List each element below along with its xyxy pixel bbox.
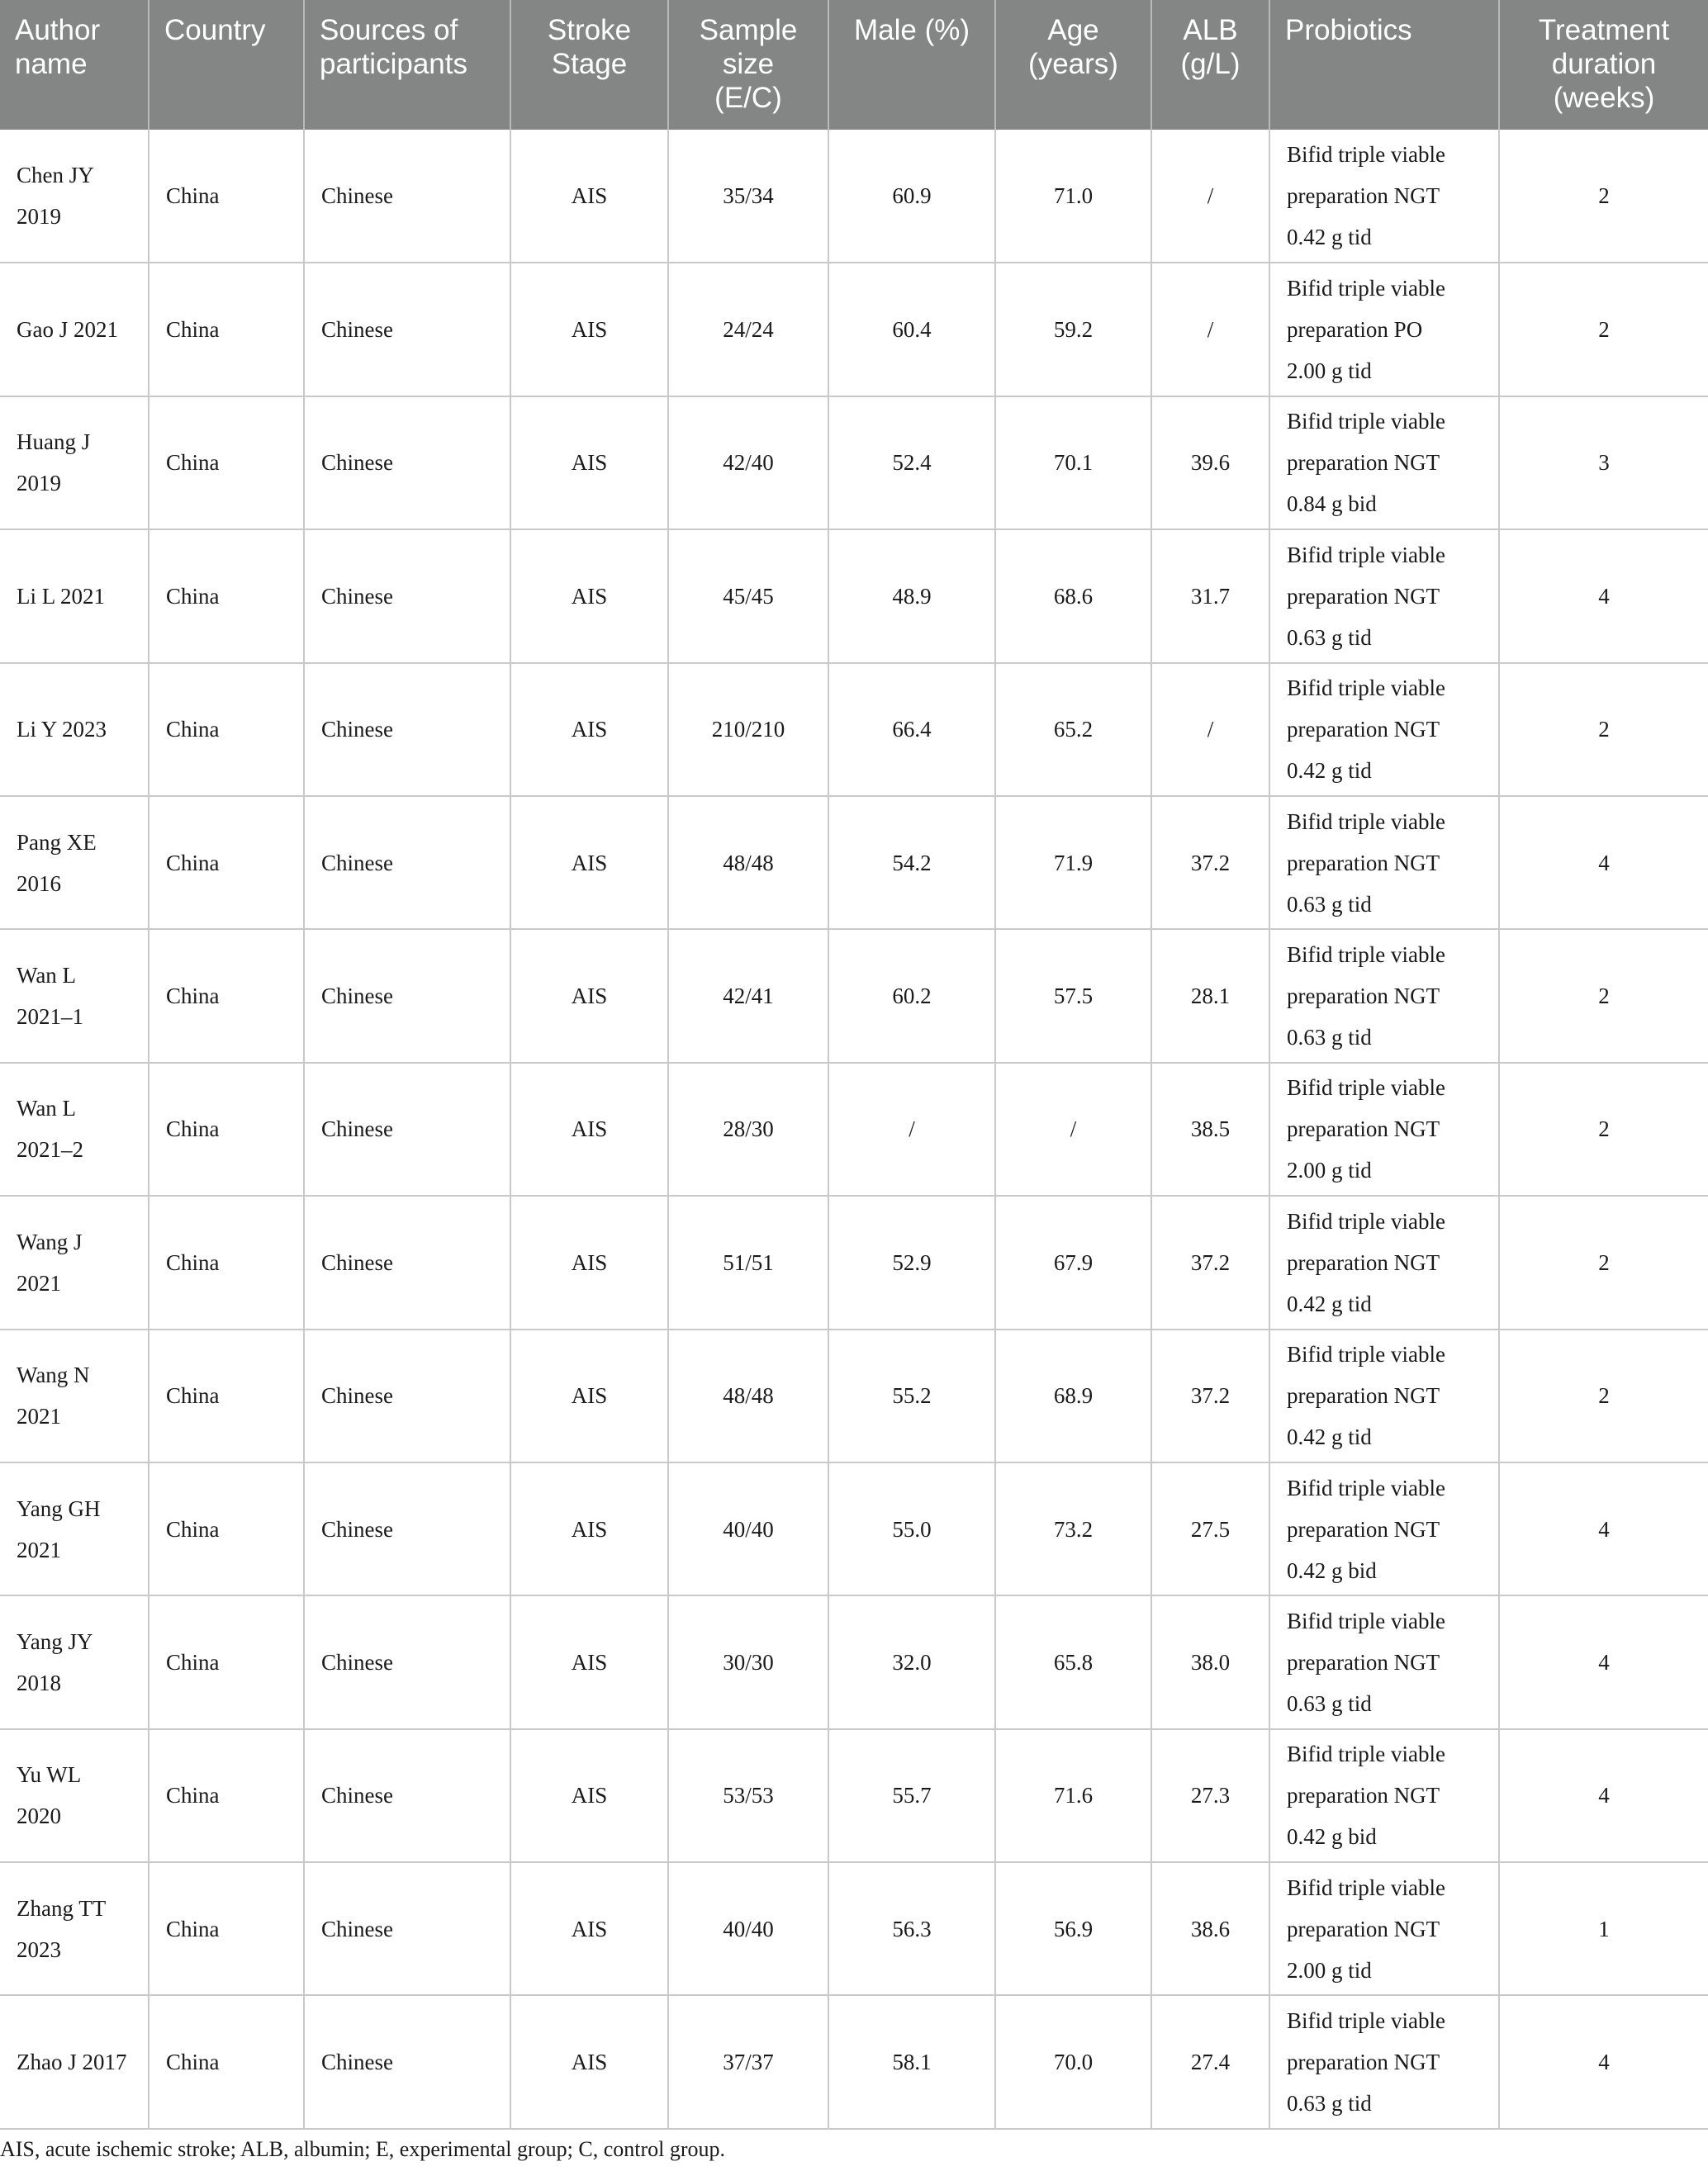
table-row bbox=[0, 1862, 1708, 1995]
probiotics-cell: Bifid triple viable preparation NGT 0.63 g tid bbox=[1269, 1995, 1499, 2128]
sample-size-cell: 48/48 bbox=[668, 1330, 828, 1462]
header-sources-of-participants: Sources of participants bbox=[304, 0, 510, 130]
country-cell: China bbox=[149, 796, 304, 929]
alb-cell: / bbox=[1151, 263, 1269, 396]
male-percent-cell: 56.3 bbox=[828, 1862, 995, 1995]
age-cell: / bbox=[995, 1063, 1151, 1196]
stroke-stage-cell: AIS bbox=[510, 1995, 668, 2128]
age-cell: 68.9 bbox=[995, 1330, 1151, 1462]
author-name-cell: Wan L 2021–1 bbox=[0, 929, 149, 1062]
age-cell: 65.2 bbox=[995, 663, 1151, 796]
author-name-cell: Wan L 2021–2 bbox=[0, 1063, 149, 1196]
sample-size-cell: 51/51 bbox=[668, 1196, 828, 1329]
stroke-stage-cell: AIS bbox=[510, 1063, 668, 1196]
male-percent-cell: 52.9 bbox=[828, 1196, 995, 1329]
sources-cell: Chinese bbox=[304, 796, 510, 929]
table-row bbox=[0, 796, 1708, 929]
sample-size-cell: 40/40 bbox=[668, 1862, 828, 1995]
duration-cell: 4 bbox=[1499, 1729, 1708, 1862]
age-cell: 59.2 bbox=[995, 263, 1151, 396]
author-name-cell: Gao J 2021 bbox=[0, 263, 149, 396]
duration-cell: 4 bbox=[1499, 1595, 1708, 1728]
table-row bbox=[0, 1330, 1708, 1462]
probiotics-cell: Bifid triple viable preparation NGT 0.63 g tid bbox=[1269, 929, 1499, 1062]
probiotics-cell: Bifid triple viable preparation NGT 0.42 g bid bbox=[1269, 1462, 1499, 1595]
header-sample-size: Sample size (E/C) bbox=[668, 0, 828, 130]
header-treatment-duration: Treatment duration (weeks) bbox=[1499, 0, 1708, 130]
age-cell: 70.0 bbox=[995, 1995, 1151, 2128]
probiotics-cell: Bifid triple viable preparation NGT 2.00 g tid bbox=[1269, 1063, 1499, 1196]
duration-cell: 2 bbox=[1499, 1063, 1708, 1196]
stroke-stage-cell: AIS bbox=[510, 1196, 668, 1329]
sample-size-cell: 42/41 bbox=[668, 929, 828, 1062]
sample-size-cell: 45/45 bbox=[668, 529, 828, 662]
probiotics-cell: Bifid triple viable preparation PO 2.00 g tid bbox=[1269, 263, 1499, 396]
country-cell: China bbox=[149, 663, 304, 796]
alb-cell: 38.5 bbox=[1151, 1063, 1269, 1196]
table-row bbox=[0, 1595, 1708, 1728]
country-cell: China bbox=[149, 130, 304, 263]
country-cell: China bbox=[149, 1729, 304, 1862]
sample-size-cell: 210/210 bbox=[668, 663, 828, 796]
stroke-stage-cell: AIS bbox=[510, 529, 668, 662]
sources-cell: Chinese bbox=[304, 1729, 510, 1862]
country-cell: China bbox=[149, 1862, 304, 1995]
age-cell: 67.9 bbox=[995, 1196, 1151, 1329]
table-body bbox=[0, 130, 1708, 2129]
alb-cell: / bbox=[1151, 663, 1269, 796]
sources-cell: Chinese bbox=[304, 929, 510, 1062]
duration-cell: 4 bbox=[1499, 796, 1708, 929]
probiotics-cell: Bifid triple viable preparation NGT 0.63 g tid bbox=[1269, 796, 1499, 929]
age-cell: 71.6 bbox=[995, 1729, 1151, 1862]
header-probiotics: Probiotics bbox=[1269, 0, 1499, 130]
probiotics-cell: Bifid triple viable preparation NGT 0.42 g tid bbox=[1269, 130, 1499, 263]
header-male-percent: Male (%) bbox=[828, 0, 995, 130]
sources-cell: Chinese bbox=[304, 529, 510, 662]
alb-cell: 37.2 bbox=[1151, 1196, 1269, 1329]
sources-cell: Chinese bbox=[304, 1462, 510, 1595]
sources-cell: Chinese bbox=[304, 130, 510, 263]
author-name-cell: Zhao J 2017 bbox=[0, 1995, 149, 2128]
stroke-stage-cell: AIS bbox=[510, 1462, 668, 1595]
stroke-stage-cell: AIS bbox=[510, 1595, 668, 1728]
table-row bbox=[0, 1196, 1708, 1329]
stroke-stage-cell: AIS bbox=[510, 130, 668, 263]
male-percent-cell: / bbox=[828, 1063, 995, 1196]
probiotics-cell: Bifid triple viable preparation NGT 0.42 g tid bbox=[1269, 1330, 1499, 1462]
header-author-name: Author name bbox=[0, 0, 149, 130]
sources-cell: Chinese bbox=[304, 396, 510, 529]
author-name-cell: Wang N 2021 bbox=[0, 1330, 149, 1462]
table-row bbox=[0, 263, 1708, 396]
stroke-stage-cell: AIS bbox=[510, 929, 668, 1062]
male-percent-cell: 52.4 bbox=[828, 396, 995, 529]
alb-cell: 27.5 bbox=[1151, 1462, 1269, 1595]
table-row bbox=[0, 396, 1708, 529]
header-alb: ALB (g/L) bbox=[1151, 0, 1269, 130]
age-cell: 71.9 bbox=[995, 796, 1151, 929]
sources-cell: Chinese bbox=[304, 1196, 510, 1329]
header-country: Country bbox=[149, 0, 304, 130]
alb-cell: 38.0 bbox=[1151, 1595, 1269, 1728]
stroke-stage-cell: AIS bbox=[510, 1862, 668, 1995]
duration-cell: 2 bbox=[1499, 1330, 1708, 1462]
alb-cell: 28.1 bbox=[1151, 929, 1269, 1062]
sample-size-cell: 28/30 bbox=[668, 1063, 828, 1196]
stroke-stage-cell: AIS bbox=[510, 1729, 668, 1862]
country-cell: China bbox=[149, 929, 304, 1062]
duration-cell: 4 bbox=[1499, 529, 1708, 662]
table-row bbox=[0, 1729, 1708, 1862]
sources-cell: Chinese bbox=[304, 1330, 510, 1462]
sources-cell: Chinese bbox=[304, 263, 510, 396]
country-cell: China bbox=[149, 1330, 304, 1462]
alb-cell: 27.3 bbox=[1151, 1729, 1269, 1862]
sample-size-cell: 37/37 bbox=[668, 1995, 828, 2128]
male-percent-cell: 60.9 bbox=[828, 130, 995, 263]
alb-cell: 37.2 bbox=[1151, 796, 1269, 929]
sample-size-cell: 48/48 bbox=[668, 796, 828, 929]
author-name-cell: Yang JY 2018 bbox=[0, 1595, 149, 1728]
author-name-cell: Wang J 2021 bbox=[0, 1196, 149, 1329]
sample-size-cell: 40/40 bbox=[668, 1462, 828, 1595]
probiotics-cell: Bifid triple viable preparation NGT 0.63 g tid bbox=[1269, 1595, 1499, 1728]
age-cell: 68.6 bbox=[995, 529, 1151, 662]
author-name-cell: Pang XE 2016 bbox=[0, 796, 149, 929]
table-row bbox=[0, 130, 1708, 263]
age-cell: 56.9 bbox=[995, 1862, 1151, 1995]
author-name-cell: Zhang TT 2023 bbox=[0, 1862, 149, 1995]
sample-size-cell: 53/53 bbox=[668, 1729, 828, 1862]
table-row bbox=[0, 663, 1708, 796]
age-cell: 71.0 bbox=[995, 130, 1151, 263]
male-percent-cell: 66.4 bbox=[828, 663, 995, 796]
age-cell: 65.8 bbox=[995, 1595, 1151, 1728]
duration-cell: 2 bbox=[1499, 1196, 1708, 1329]
country-cell: China bbox=[149, 1595, 304, 1728]
age-cell: 73.2 bbox=[995, 1462, 1151, 1595]
sample-size-cell: 35/34 bbox=[668, 130, 828, 263]
sources-cell: Chinese bbox=[304, 1995, 510, 2128]
author-name-cell: Huang J 2019 bbox=[0, 396, 149, 529]
stroke-stage-cell: AIS bbox=[510, 1330, 668, 1462]
probiotics-cell: Bifid triple viable preparation NGT 2.00 g tid bbox=[1269, 1862, 1499, 1995]
alb-cell: 39.6 bbox=[1151, 396, 1269, 529]
male-percent-cell: 60.2 bbox=[828, 929, 995, 1062]
author-name-cell: Yu WL 2020 bbox=[0, 1729, 149, 1862]
header-row bbox=[0, 0, 1708, 130]
male-percent-cell: 32.0 bbox=[828, 1595, 995, 1728]
header-stroke-stage: Stroke Stage bbox=[510, 0, 668, 130]
table-row bbox=[0, 1462, 1708, 1595]
country-cell: China bbox=[149, 1196, 304, 1329]
duration-cell: 4 bbox=[1499, 1462, 1708, 1595]
author-name-cell: Yang GH 2021 bbox=[0, 1462, 149, 1595]
sources-cell: Chinese bbox=[304, 1862, 510, 1995]
alb-cell: 37.2 bbox=[1151, 1330, 1269, 1462]
age-cell: 57.5 bbox=[995, 929, 1151, 1062]
sources-cell: Chinese bbox=[304, 1595, 510, 1728]
stroke-stage-cell: AIS bbox=[510, 263, 668, 396]
table-footnote: AIS, acute ischemic stroke; ALB, albumin; E, experimental group; C, control group. bbox=[0, 2137, 726, 2161]
duration-cell: 2 bbox=[1499, 263, 1708, 396]
probiotics-cell: Bifid triple viable preparation NGT 0.42 g tid bbox=[1269, 663, 1499, 796]
duration-cell: 2 bbox=[1499, 663, 1708, 796]
duration-cell: 3 bbox=[1499, 396, 1708, 529]
alb-cell: 38.6 bbox=[1151, 1862, 1269, 1995]
stroke-stage-cell: AIS bbox=[510, 796, 668, 929]
stroke-stage-cell: AIS bbox=[510, 663, 668, 796]
alb-cell: 27.4 bbox=[1151, 1995, 1269, 2128]
table-row bbox=[0, 1995, 1708, 2128]
male-percent-cell: 55.7 bbox=[828, 1729, 995, 1862]
table-row bbox=[0, 529, 1708, 662]
alb-cell: / bbox=[1151, 130, 1269, 263]
author-name-cell: Li Y 2023 bbox=[0, 663, 149, 796]
probiotics-cell: Bifid triple viable preparation NGT 0.42 g bid bbox=[1269, 1729, 1499, 1862]
alb-cell: 31.7 bbox=[1151, 529, 1269, 662]
country-cell: China bbox=[149, 1462, 304, 1595]
author-name-cell: Li L 2021 bbox=[0, 529, 149, 662]
country-cell: China bbox=[149, 1995, 304, 2128]
duration-cell: 2 bbox=[1499, 130, 1708, 263]
country-cell: China bbox=[149, 396, 304, 529]
duration-cell: 2 bbox=[1499, 929, 1708, 1062]
table-row bbox=[0, 1063, 1708, 1196]
male-percent-cell: 48.9 bbox=[828, 529, 995, 662]
sample-size-cell: 30/30 bbox=[668, 1595, 828, 1728]
author-name-cell: Chen JY 2019 bbox=[0, 130, 149, 263]
stroke-stage-cell: AIS bbox=[510, 396, 668, 529]
probiotics-cell: Bifid triple viable preparation NGT 0.42 g tid bbox=[1269, 1196, 1499, 1329]
sources-cell: Chinese bbox=[304, 663, 510, 796]
country-cell: China bbox=[149, 529, 304, 662]
country-cell: China bbox=[149, 263, 304, 396]
probiotics-cell: Bifid triple viable preparation NGT 0.84 g bid bbox=[1269, 396, 1499, 529]
duration-cell: 4 bbox=[1499, 1995, 1708, 2128]
male-percent-cell: 58.1 bbox=[828, 1995, 995, 2128]
age-cell: 70.1 bbox=[995, 396, 1151, 529]
male-percent-cell: 55.0 bbox=[828, 1462, 995, 1595]
header-age: Age (years) bbox=[995, 0, 1151, 130]
male-percent-cell: 60.4 bbox=[828, 263, 995, 396]
table-row bbox=[0, 929, 1708, 1062]
duration-cell: 1 bbox=[1499, 1862, 1708, 1995]
male-percent-cell: 54.2 bbox=[828, 796, 995, 929]
male-percent-cell: 55.2 bbox=[828, 1330, 995, 1462]
country-cell: China bbox=[149, 1063, 304, 1196]
sample-size-cell: 42/40 bbox=[668, 396, 828, 529]
sample-size-cell: 24/24 bbox=[668, 263, 828, 396]
probiotics-cell: Bifid triple viable preparation NGT 0.63 g tid bbox=[1269, 529, 1499, 662]
sources-cell: Chinese bbox=[304, 1063, 510, 1196]
